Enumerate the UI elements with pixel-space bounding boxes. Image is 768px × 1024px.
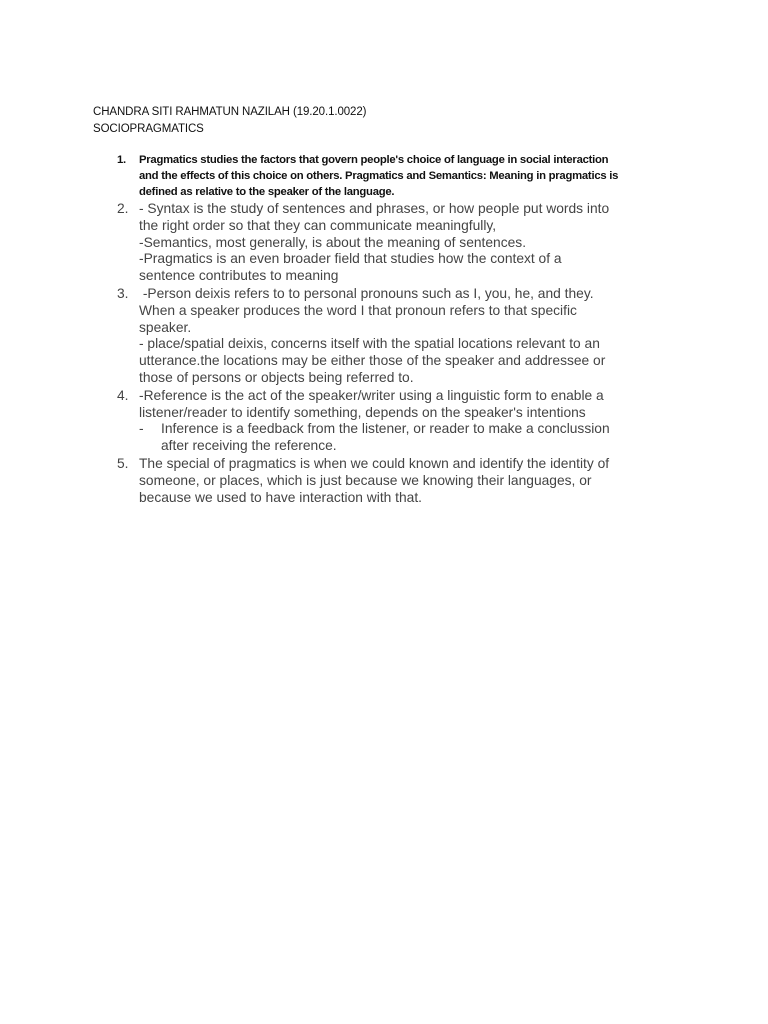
list-item-line: and the effects of this choice on others. Pragmatics and Semantics: Meaning in pragmatics is <box>139 170 619 182</box>
list-item-line: The special of pragmatics is when we could known and identify the identity of <box>139 455 610 471</box>
list-item <box>93 201 683 285</box>
list-item-line: the right order so that they can communicate meaningfully, <box>139 217 497 233</box>
list-item-line: -Reference is the act of the speaker/writer using a linguistic form to enable a <box>139 387 604 403</box>
sub-list-dash: - <box>139 421 144 437</box>
list-item-line: When a speaker produces the word I that pronoun refers to that specific <box>139 302 577 318</box>
list-item-line: Pragmatics studies the factors that govern people's choice of language in social interaction <box>139 154 609 166</box>
list-item-line: -Pragmatics is an even broader field that studies how the context of a <box>139 251 562 267</box>
sub-list-line: Inference is a feedback from the listener, or reader to make a conclussion <box>161 421 610 437</box>
sub-list-item <box>139 421 683 455</box>
list-item-line: someone, or places, which is just because we knowing their languages, or <box>139 472 592 488</box>
list-item <box>93 456 683 506</box>
list-item <box>93 286 683 387</box>
subject-line: SOCIOPRAGMATICS <box>93 123 204 135</box>
document-header <box>93 104 366 138</box>
list-item-line: speaker. <box>139 319 192 335</box>
list-item-number: 1. <box>117 154 126 166</box>
list-item-line: -Semantics, most generally, is about the meaning of sentences. <box>139 234 527 250</box>
list-item-number: 5. <box>117 455 129 471</box>
list-item-line: listener/reader to identify something, depends on the speaker's intentions <box>139 404 586 420</box>
list-item-line: sentence contributes to meaning <box>139 268 339 284</box>
list-item-number: 3. <box>117 285 129 301</box>
list-item-line: defined as relative to the speaker of the language. <box>139 186 395 198</box>
answer-list <box>93 152 683 506</box>
list-item-line: - Syntax is the study of sentences and phrases, or how people put words into <box>139 201 610 216</box>
list-item-number: 4. <box>117 387 129 403</box>
list-item-line: those of persons or objects being referred to. <box>139 369 414 385</box>
list-item <box>93 152 683 200</box>
author-line: CHANDRA SITI RAHMATUN NAZILAH (19.20.1.0022) <box>93 106 367 118</box>
list-item-line: -Person deixis refers to to personal pronouns such as I, you, he, and they. <box>139 285 594 301</box>
list-item-number: 2. <box>117 201 129 216</box>
list-item-line: - place/spatial deixis, concerns itself with the spatial locations relevant to an <box>139 336 600 352</box>
list-item-line: because we used to have interaction with that. <box>139 489 423 505</box>
sub-list-line: after receiving the reference. <box>161 438 337 454</box>
list-item-line: utterance.the locations may be either those of the speaker and addressee or <box>139 353 606 369</box>
list-item <box>93 388 683 455</box>
